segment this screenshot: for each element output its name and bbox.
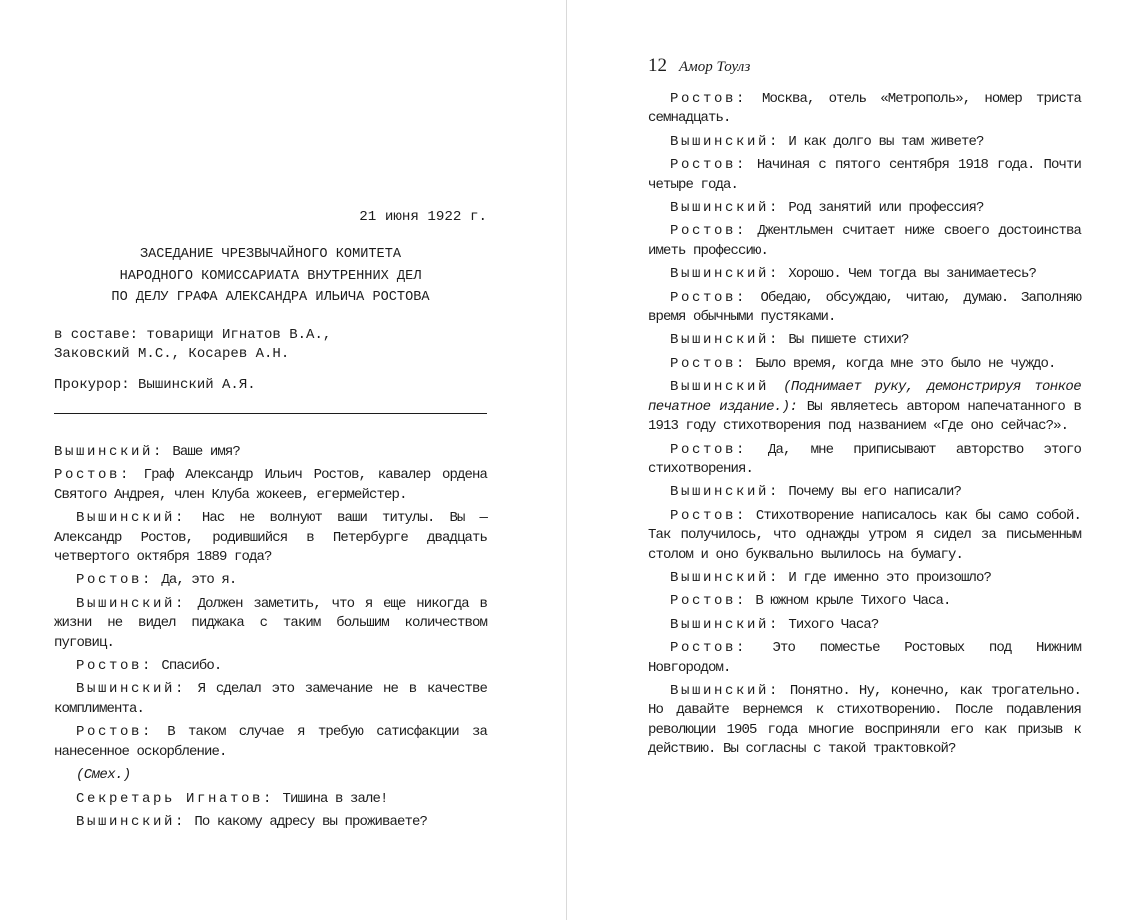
speaker-name: Вышинский: [670,682,781,699]
speaker-name: Вышинский: [670,569,781,586]
speech-text: Обедаю, обсуждаю, читаю, думаю. Заполняю время обычными пустяками. [648,289,1081,326]
dialogue-line [648,616,1081,635]
speech-text: Я сделал это замечание не в качестве комплимента. [54,681,487,717]
dialogue-line [54,443,487,462]
dialogue-line [648,378,1081,436]
speaker-name: Вышинский: [76,595,187,612]
speaker-name: Вышинский: [670,616,781,633]
speaker-name: Вышинский [670,379,770,396]
speaker-name: Ростов: [670,593,748,610]
dialogue-line [648,355,1081,374]
speaker-name: Вышинский: [670,133,781,150]
speaker-name: Ростов: [670,355,748,372]
speaker-name: Секретарь Игнатов: [76,790,275,807]
transcript-left [54,443,487,836]
dialogue-line [648,222,1081,261]
speaker-name: Ростов: [670,441,748,458]
committee-composition [54,326,331,364]
speech-text: Стихотворение написалось как бы само собой. Так получилось, что однажды утром я сидел за письменным столом и оно буквально вылилось на бумагу. [648,507,1081,563]
speech-text: Тихого Часа? [788,616,879,633]
page-gutter [566,0,567,920]
dialogue-line [54,657,487,676]
speaker-name: Вышинский: [670,200,781,217]
speaker-name: Вышинский: [76,510,187,527]
speech-text: И как долго вы там живете? [788,133,984,150]
speech-text: Почему вы его написали? [788,484,961,501]
speech-text: Ваше имя? [172,444,240,460]
page-number: 12 [648,55,667,76]
dialogue-line [54,790,487,809]
speech-text: Вы пишете стихи? [788,332,909,349]
speech-text: Понятно. Ну, конечно, как трогательно. Но давайте вернемся к стихотворению. После подавления революции 1905 года многие восприняли его как призыв к действию. Вы согласны с такой трактовкой? [648,682,1081,758]
dialogue-line [648,483,1081,502]
speaker-name: Ростов: [670,507,748,524]
speaker-name: Вышинский: [670,266,781,283]
dialogue-line [648,331,1081,350]
speaker-name: Вышинский: [76,681,187,698]
dialogue-line [648,265,1081,284]
dialogue-line [54,766,487,785]
stage-direction: (Смех.) [76,767,131,784]
speech-text: Нас не волнуют ваши титулы. Вы — Александр Ростов, родившийся в Петербурге двадцать четвертого октября 1889 года? [54,510,487,566]
dialogue-line [648,592,1081,611]
dialogue-line [54,680,487,719]
dialogue-line [648,507,1081,565]
dialogue-line [54,595,487,653]
speech-text: Должен заметить, что я еще никогда в жизни не видел пиджака с таким большим количеством пуговиц. [54,595,487,651]
dialogue-line [648,289,1081,328]
speaker-name: Ростов: [76,658,154,675]
composition-line: в составе: товарищи Игнатов В.А., [54,327,332,343]
speaker-name: Ростов: [76,572,154,589]
speaker-name: Вышинский: [54,444,165,460]
speech-text: По какому адресу вы проживаете? [194,813,427,830]
speech-text: Джентльмен считает ниже своего достоинства иметь профессию. [648,223,1082,259]
speech-text: Спасибо. [161,658,222,675]
speech-text: Род занятий или профессия? [788,200,984,217]
dialogue-line [54,571,487,590]
dialogue-line [648,639,1081,678]
heading-line: ПО ДЕЛУ ГРАФА АЛЕКСАНДРА ИЛЬИЧА РОСТОВА [111,290,430,306]
speaker-name: Вышинский: [670,332,781,349]
document-date: 21 июня 1922 г. [359,209,487,225]
dialogue-line [648,569,1081,588]
speaker-name: Ростов: [76,724,154,741]
speaker-name: Ростов: [670,223,748,240]
speech-text: И где именно это произошло? [788,569,991,586]
composition-line: Заковский М.С., Косарев А.Н. [54,346,290,362]
speaker-name: Ростов: [670,289,748,306]
dialogue-line [648,441,1081,480]
dialogue-line [54,466,487,505]
speaker-name: Ростов: [54,467,132,484]
dialogue-line [54,509,487,567]
speech-text: Граф Александр Ильич Ростов, кавалер ордена Святого Андрея, член Клуба жокеев, егермейстер. [54,467,487,503]
speech-text: Да, это я. [161,572,237,589]
session-heading [54,244,487,309]
speech-text: Это поместье Ростовых под Нижним Новгородом. [648,640,1082,676]
running-author: Амор Тоулз [679,59,751,75]
speaker-name: Вышинский: [76,813,187,830]
dialogue-line [648,133,1081,152]
running-head [648,55,750,77]
stage-direction: (Поднимает руку, демонстрируя тонкое печатное издание.): [648,379,1081,415]
speaker-name: Ростов: [670,91,748,107]
speech-text: Тишина в зале! [282,790,388,807]
speech-text: Вы являетесь автором напечатанного в 1913 году стихотворения под названием «Где оно сейчас?». [648,398,1081,435]
speech-text: В южном крыле Тихого Часа. [755,593,951,610]
speech-text: Начиная с пятого сентября 1918 года. Почти четыре года. [648,157,1081,193]
dialogue-line [648,682,1081,760]
transcript-right [648,90,1081,764]
speaker-name: Вышинский: [670,484,781,501]
dialogue-line [648,90,1081,129]
speaker-name: Ростов: [670,640,748,657]
heading-line: НАРОДНОГО КОМИССАРИАТА ВНУТРЕННИХ ДЕЛ [119,268,422,284]
dialogue-line [54,723,487,762]
horizontal-rule [54,413,487,414]
dialogue-line [54,813,487,832]
prosecutor-line: Прокурор: Вышинский А.Я. [54,377,256,393]
speech-text: Да, мне приписывают авторство этого стихотворения. [648,441,1081,477]
speech-text: Было время, когда мне это было не чуждо. [755,355,1056,372]
heading-line: ЗАСЕДАНИЕ ЧРЕЗВЫЧАЙНОГО КОМИТЕТА [139,247,402,262]
speech-text: Москва, отель «Метрополь», номер триста семнадцать. [648,91,1081,127]
dialogue-line [648,199,1081,218]
speaker-name: Ростов: [670,157,748,174]
dialogue-line [648,156,1081,195]
speech-text: Хорошо. Чем тогда вы занимаетесь? [788,266,1036,283]
speech-text: В таком случае я требую сатисфакции за нанесенное оскорбление. [54,724,487,760]
